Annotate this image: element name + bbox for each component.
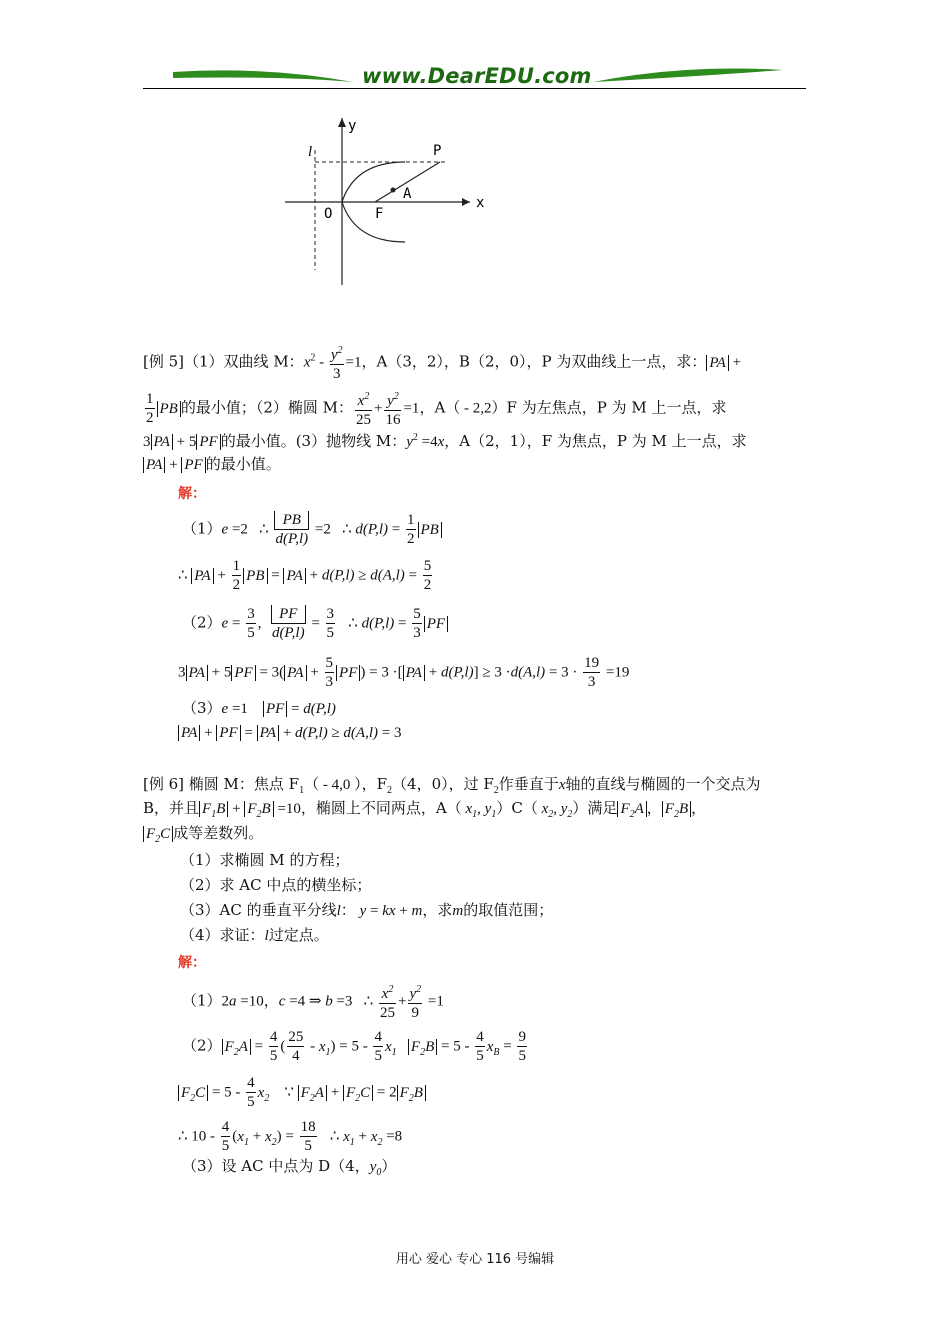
label-f: F xyxy=(375,206,384,222)
label-l: l xyxy=(308,144,313,160)
point-a xyxy=(391,188,396,193)
ex6-sol-1: （1）2a =10，c =4 ⇒ b =3 ∴ $\frac{x^2}{25}$ + $\frac{y^2}{9}$ =1 xyxy=(182,981,444,1022)
ex6-q4: （4）求证：l过定点。 xyxy=(180,926,329,944)
ex5-line-4: PA + PF 的最小值。 xyxy=(143,453,281,476)
label-x: x xyxy=(476,195,485,211)
ex5-line-1: [例 5]（1）双曲线 M：$x^2$ - $\frac{y^2}{3}$ =1，A（3，2），B（2，0），P 为双曲线上一点，求： PA + xyxy=(143,342,741,383)
x-axis-arrow xyxy=(462,198,470,206)
ex5-sol-4: 3 PA + 5 PF = 3( PA + $\frac{5}{3}$ PF ) = 3 ·[ PA + d(P,l)] ≥ 3 ·d(A,l) = 3 · $\frac{19}{3}$ =19 xyxy=(178,655,630,690)
header-rule xyxy=(143,88,806,89)
ex5-sol-3: （2）e = $\frac{3}{5}$ , $\frac{PF}{d(P,l)}$ = $\frac{3}{5}$ ∴ d(P,l) = $\frac{5}{3}$ PF xyxy=(182,605,448,642)
ex5-sol-1: （1）e =2 ∴ $\frac{PB}{d(P,l)}$ =2 ∴ d(P,l) = $\frac{1}{2}$ PB xyxy=(182,511,442,548)
ex6-line-2: B，并且 $F_1B + F_2B =10$，椭圆上不同两点，A（ $x_1$, $y_1)C$（ $x_2$, $y_2$）满足 $F_2A$ ， $F_2B$ ， xyxy=(143,799,707,820)
label-o: O xyxy=(324,206,333,222)
label-y: y xyxy=(348,118,357,134)
ex5-sol-2: ∴ PA + $\frac{1}{2}$ PB = PA + d(P,l) ≥ d(A,l) = $\frac{5}{2}$ xyxy=(178,558,432,593)
ex5-solution-label: 解： xyxy=(178,486,206,502)
ex6-q2: （2）求 AC 中点的横坐标； xyxy=(180,876,372,894)
ex6-line-3: $F_2C$ 成等差数列。 xyxy=(143,822,263,851)
page-footer: 用心 爱心 专心 116 号编辑 xyxy=(395,1252,555,1267)
ex6-sol-3: $F_2C = 5$ - $\frac{4}{5}$ $x_2$ ∵ $F_2A + F_2C = 2$ $F_2B$ xyxy=(178,1074,426,1111)
parabola-figure xyxy=(280,110,500,290)
ex6-q1: （1）求椭圆 M 的方程； xyxy=(180,851,350,869)
ex5-line-3: 3 PA + 5 PF 的最小值。(3）抛物线 M：$y^2 =4x$，A（2，1），F 为焦点，P 为 M 上一点，求 xyxy=(143,432,747,450)
ex6-sol-4: ∴ 10 - $\frac{4}{5}$ $(x_1 + x_2)$ = $\frac{18}{5}$ ∴ $x_1 + x_2 =8$ xyxy=(178,1119,403,1154)
ex6-solution-label: 解： xyxy=(178,955,206,971)
header-site-url[interactable]: www.DearEDU.com xyxy=(362,64,592,88)
ex6-sol-2: （2） $F_2A$ = $\frac{4}{5}$ ( $\frac{25}{4}$ - $x_1) = 5$ - $\frac{4}{5}$ $x_1$ $F_2B = 5$ - $\frac{4}{5}$ $x_B$ = $\frac{9}{5}$ xyxy=(182,1029,526,1064)
ex5-sol-6: PA + PF = PA + d(P,l) ≥ d(A,l) = 3 xyxy=(178,721,401,744)
ex5-line-2: $\frac{1}{2}$ PB 的最小值；（2）椭圆 M： $\frac{x^2}{25}$ + $\frac{y^2}{16}$ =1，A（ - 2,2）F 为左焦点，P 为 M 上一点，求 xyxy=(143,388,726,429)
label-a: A xyxy=(403,186,412,202)
ex5-sol-5: （3）e =1 PF = d(P,l) xyxy=(182,699,336,717)
ex6-line-1: [例 6] 椭圆 M：焦点 $F_1( - 4,0$ ），$F_2(4$，0），过 $F_2$作垂直于x轴的直线与椭圆的一个交点为 xyxy=(143,775,761,796)
label-p: P xyxy=(433,143,442,159)
ex6-sol-5: （3）设 AC 中点为 D（4，$y_0$） xyxy=(182,1157,397,1178)
ex6-q3: （3）AC 的垂直平分线l： y = kx + m，求m的取值范围； xyxy=(180,901,554,919)
y-axis-arrow xyxy=(338,118,346,127)
